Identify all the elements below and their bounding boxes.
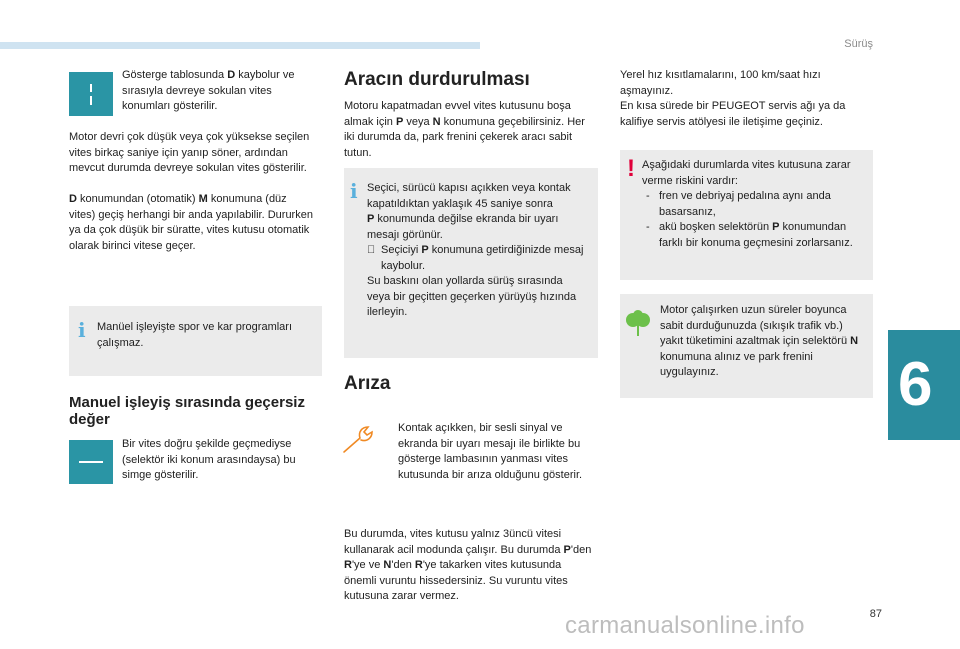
info-note-selector	[344, 168, 598, 358]
chapter-tab: 6	[888, 330, 960, 440]
rpm-paragraph: Motor devri çok düşük veya çok yüksekse seçilen vites birkaç saniye için yanıp söner, ardından mevcut durumda devreye sokulan vites gösterilir.	[69, 131, 310, 174]
warning-item-1: - fren ve debriyaj pedalına aynı anda basarsanız,	[642, 189, 861, 220]
icon1-description: Gösterge tablosunda D kaybolur ve sırasıyla devreye sokulan vites konumları gösterilir.	[122, 69, 295, 112]
wrench-description: Kontak açıkken, bir sesli sinyal ve ekranda bir uyarı mesajı ile birlikte bu gösterge lambasının yanması vites kutusunda bir arıza olduğunu gösterir.	[398, 422, 583, 481]
exclamation-icon: !	[627, 155, 635, 182]
top-accent-bar	[0, 42, 480, 49]
info-icon: i	[350, 179, 358, 203]
eco-text: Motor çalışırken uzun süreler boyunca sabit durduğunuzda (sıkışık trafik vb.) yakıt tüketimini azaltmak için selektörü N konumuna alınız ve park frenini uygulayınız.	[660, 304, 859, 378]
emergency-mode-paragraph: Bu durumda, vites kutusu yalnız 3üncü vitesi kullanarak acil modunda çalışır. Bu durumda P'den R'ye ve N'den R'ye takarken vites kutusunda önemli vuruntu hissedersiniz. Su vuruntu vites kutusuna zarar vermez.	[344, 528, 592, 602]
invalid-value-heading: Manuel işleyiş sırasında geçersiz değer	[69, 394, 305, 428]
mode-change-paragraph: D konumundan (otomatik) M konumuna (düz vites) geçiş herhangi bir anda yapılabilir. Dururken ya da çok düşük bir süratte, vites kutusu otomatik olarak birinci vitese geçer.	[69, 193, 313, 252]
warning-item-2: - akü boşken selektörün P konumundan farklı bir konuma geçmesini zorlarsanız.	[642, 220, 861, 251]
eco-note	[620, 294, 873, 398]
watermark: carmanualsonline.info	[565, 612, 805, 639]
service-paragraph: En kısa sürede bir PEUGEOT servis ağı ya da kalifiye servis atölyesi ile iletişime geçiniz.	[620, 100, 846, 128]
icon2-description: Bir vites doğru şekilde geçmediyse (selektör iki konum arasındaysa) bu simge gösterilir.	[122, 438, 296, 481]
section-label: Sürüş	[844, 38, 873, 50]
info-icon: i	[78, 318, 86, 342]
warning-note-gearbox	[620, 150, 873, 280]
check-symbol-icon	[367, 243, 375, 259]
selector-note-check: Seçiciyi P konumuna getirdiğinizde mesaj kaybolur.	[367, 243, 586, 274]
eco-leaf-icon	[625, 310, 651, 338]
selector-note-line2: P konumunda değilse ekranda bir uyarı mesajı görünür.	[367, 213, 559, 241]
gear-display-icon	[69, 72, 113, 116]
fault-heading: Arıza	[344, 373, 391, 394]
invalid-gear-icon	[69, 440, 113, 484]
stopping-heading: Aracın durdurulması	[344, 69, 530, 90]
selector-note-line3: Su baskını olan yollarda sürüş sırasında veya bir geçitten geçerken yürüyüş hızında ilerleyin.	[367, 275, 577, 318]
selector-note-line1: Seçici, sürücü kapısı açıkken veya kontak kapatıldıktan yaklaşık 45 saniye sonra	[367, 182, 571, 210]
info-note-text: Manüel işleyişte spor ve kar programları çalışmaz.	[97, 321, 293, 349]
wrench-warning-icon	[342, 424, 384, 454]
info-note-sport-snow	[69, 306, 322, 376]
page-number: 87	[869, 608, 882, 620]
speed-limit-paragraph: Yerel hız kısıtlamalarını, 100 km/saat hızı aşmayınız.	[620, 69, 821, 97]
warning-intro: Aşağıdaki durumlarda vites kutusuna zarar verme riskini vardır:	[642, 159, 851, 187]
stopping-paragraph: Motoru kapatmadan evvel vites kutusunu boşa almak için P veya N konumuna geçebilirsiniz. Her iki durumda da, park frenini çekerek aracı sabit tutun.	[344, 100, 585, 159]
